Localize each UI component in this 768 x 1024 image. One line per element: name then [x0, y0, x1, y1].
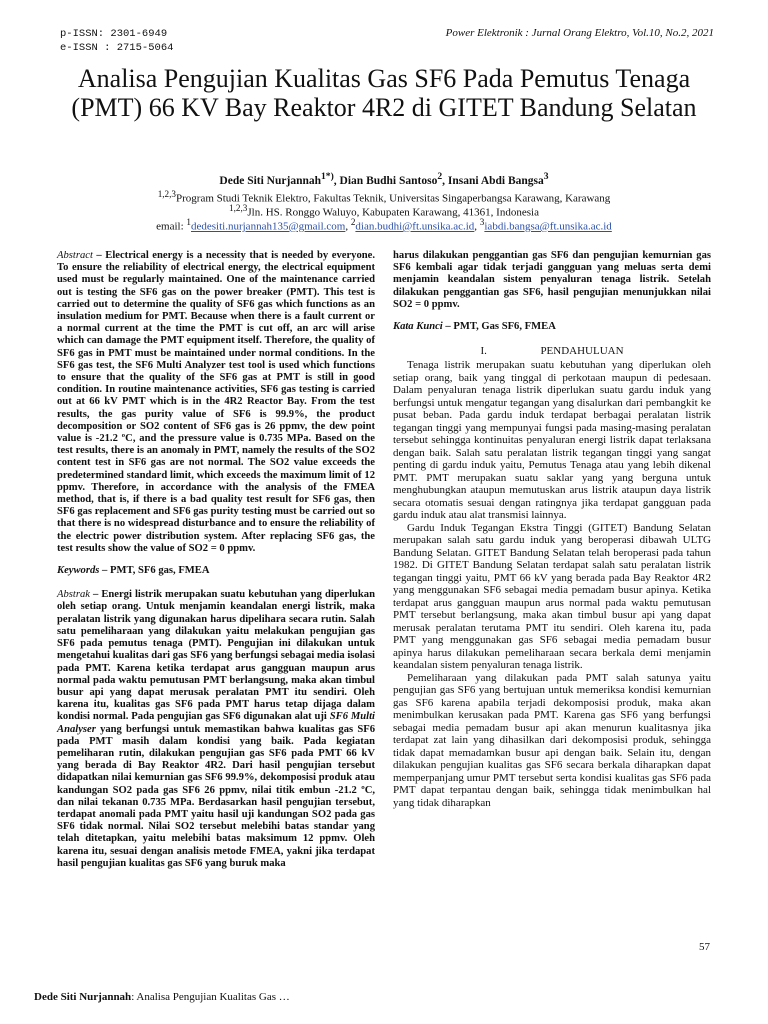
- running-footer: [34, 991, 290, 1003]
- left-column: [57, 250, 375, 870]
- email-sup: 2: [350, 217, 356, 227]
- abstract-label: Abstract: [57, 250, 93, 261]
- section-heading: [393, 345, 711, 357]
- electronic-issn: e-ISSN : 2715-5064: [60, 42, 174, 54]
- keywords-label: Keywords: [57, 565, 100, 577]
- author-name: Dian Budhi Santoso: [339, 174, 438, 187]
- abstract-text: – Electrical energy is a necessity that is needed by everyone. To ensure the reliability of electrical energy, the electrical equipment used must be regularly maintained. One of the maintenance carried out is testing the SF6 gas on the power breaker (PMT). This test is carried out to determine the quality of SF6 gas which functions as an insulation medium for PMT. Because when there is a fault current or a normal current at the time the PMT is cut off, an arc will arise which can damage the PMT equipment itself. Therefore, the quality of SF6 gas in PMT must be maintained under normal conditions. In the SF6 gas test, the SF6 Multi Analyzer test tool is used which functions to ensure that the quality of the SF6 gas at PMT is still in good condition. In routine maintenance activities, SF6 gas testing is carried out at 66 kV PMT which is in the 4R2 Reactor Bay. From the test results, the gas purity value of SF6 is 99.9%, the product decomposition or SO2 content of SF6 gas is 26 ppmv, the dew point value is -21.2 ºC, and the pressure value is 0.735 MPa. Based on the test results, there is an anomaly in PMT, namely the results of the SO2 content test in SF6 gas are not normal. The SO2 value exceeds the predetermined standard limit, which exceeds the maximum limit of 12 ppmv. Therefore, in accordance with the analysis of the FMEA method, that is, if there is a bad quality test result for SF6 gas, then SF6 gas replacement and SF6 gas purity testing must be carried out so that there is no widespread disturbance and to ensure the reliability of the electric power distribution system. After replacing SF6 gas, the test results show the value of SO2 = 0 ppmv.: [57, 250, 375, 554]
- abstrak-text-cont: yang berfungsi untuk memastikan bahwa kualitas gas SF6 pada PMT masih dalam kondisi yang baik. Pada kegiatan pemeliharan rutin, dilakukan pengujian gas SF6 pada PMT 66 kV yang berada di Bay Reaktor 4R2. Dari hasil pengujian tersebut didapatkan nilai kemurnian gas SF6 99.9%, dekomposisi produk atau kandungan SO2 pada gas SF6 26 ppmv, nilai titik embun -21.2 ºC, dan nilai tekanan 0.735 MPa. Berdasarkan hasil pengujian tersebut, terdapat anomali pada PMT yaitu hasil uji kandungan SO2 pada gas SF6 tidak normal. Nilai SO2 tersebut melebihi batas standar yang telah ditetapkan, yaitu melebihi batas maksimum 12 ppmv. Oleh karena itu, sesuai dengan analisis metode FMEA, yakni jika terdapat hasil pengujian kualitas gas SF6 yang buruk maka: [57, 723, 375, 869]
- page-number: 57: [699, 941, 710, 953]
- abstrak-continued: harus dilakukan penggantian gas SF6 dan pengujian kemurnian gas SF6 kembali agar tidak terjadi gangguan yang meluas serta demi menjamin keandalan sistem penyaluran tenaga listrik. Setelah dilakukan penggantian gas SF6, hasil pengujian menunjukkan nilai SO2 = 0 ppmv.: [393, 250, 711, 310]
- footer-title: : Analisa Pengujian Kualitas Gas …: [131, 991, 290, 1003]
- affiliation-sup: 1,2,3: [229, 203, 248, 213]
- section-number: I.: [480, 345, 487, 358]
- affiliation-text: Jln. HS. Ronggo Waluyo, Kabupaten Karawang, 41361, Indonesia: [247, 206, 539, 219]
- email-link[interactable]: dian.budhi@ft.unsika.ac.id: [355, 220, 475, 233]
- abstrak-italic-term: SF6 Multi Analyser: [57, 711, 375, 735]
- paper-title: Analisa Pengujian Kualitas Gas SF6 Pada Pemutus Tenaga (PMT) 66 KV Bay Reaktor 4R2 di GITET Bandung Selatan: [71, 64, 697, 122]
- affiliation-sup: 1,2,3: [157, 189, 176, 199]
- paragraph: Tenaga listrik merupakan suatu kebutuhan yang diperlukan oleh setiap orang, baik yang tinggal di perkotaan maupun di pedesaan. Dalam penyaluran tenaga listrik diperlukan suatu gardu induk yang berfungsi untuk mengatur tegangan yang disalurkan dari pembangkit ke pusat beban. Pada gardu induk terdapat berbagai peralatan listrik tegangan tinggi yang mempunyai fungsi pada masing-masing peralatan tersebut sehingga kontinuitas penyaluran energi listrik dapat terlaksana dengan baik. Salah satu peralatan listrik tegangan tinggi yang sangat penting di gardu induk yaitu, Pemutus Tenaga atau yang lebih dikenal PMT. PMT merupakan suatu saklar yang yang berguna untuk menghubungkan ataupun memutuskan arus listrik ataupun daya listrik secara otomatis sesuai dengan ratingnya jika terdapat gangguan pada gardu induk atau alat transmisi lainnya.: [393, 359, 711, 522]
- email-sep: ,: [345, 220, 351, 233]
- author-name: Insani Abdi Bangsa: [447, 174, 544, 187]
- abstract-english: [57, 250, 375, 555]
- keywords-text: – PMT, SF6 gas, FMEA: [99, 565, 210, 577]
- abstrak-label: Abstrak: [57, 589, 90, 601]
- paragraph: Gardu Induk Tegangan Ekstra Tinggi (GITET) Bandung Selatan merupakan salah satu gardu induk yang beroperasi dibawah ULTG Bandung Selatan. GITET Bandung Selatan telah beroperasi pada tahun 1982. Di GITET Bandung Selatan terdapat salah satu peralatan listrik tegangan tinggi yaitu, PMT 66 kV yang berada pada Bay Reaktor 4R2 yang menggunakan SF6 sebagai media pemadam busur apinya. Ketika terdapat arus gangguan maupun arus normal pada waktu pemutusan PMT tersebut berlangsung, maka akan timbul busur api yang dapat merusak peralatan terutama PMT itu sendiri. Oleh karena itu, pada PMT yang menggunakan gas SF6 sebagai media pemadam busur apinya harus dilakukan pemeliharaan secara berkala demi menjamin keandalan sistem penyaluran tenaga listrik.: [393, 521, 711, 672]
- email-sup: 3: [479, 217, 485, 227]
- print-issn: p-ISSN: 2301-6949: [60, 28, 168, 40]
- section-title: PENDAHULUAN: [540, 345, 624, 358]
- keywords-indonesian: [393, 321, 711, 333]
- email-link[interactable]: iabdi.bangsa@ft.unsika.ac.id: [484, 220, 612, 233]
- author-name: Dede Siti Nurjannah: [219, 174, 322, 187]
- author-sup: 3: [543, 171, 549, 182]
- email-line: [62, 214, 706, 235]
- kata-kunci-text: – PMT, Gas SF6, FMEA: [442, 321, 556, 333]
- author-sup: 2: [437, 171, 443, 182]
- kata-kunci-label: Kata Kunci: [393, 321, 443, 333]
- paragraph: Pemeliharaan yang dilakukan pada PMT salah satunya yaitu pengujian gas SF6 yang bertujuan untuk memeriksa kondisi kemurnian gas SF6 karena apabila terjadi dekomposisi produk, maka akan menimbulkan kerusakan pada PMT. Karena gas SF6 yang berfungsi sebagai media pemadam busur api akan menurun kualitasnya jika terdapat zat lain yang dihasilkan dari dekomposisi produk, sehingga tidak dapat memadamkan busur api dengan baik. Selain itu, dengan dilakukan pengujian kualitas gas SF6 secara berkala diharapkan dapat memperpanjang umur PMT tersebut serta kondisi kualitas gas SF6 pada PMT dapat terpantau dengan baik, sehingga tidak menimbulkan hal yang tidak diharapkan: [393, 671, 711, 809]
- footer-author: Dede Siti Nurjannah: [34, 991, 132, 1003]
- issn-block: [60, 27, 173, 55]
- abstrak-text: – Energi listrik merupakan suatu kebutuhan yang diperlukan oleh setiap orang. Untuk menjamin keandalan energi listrik, maka peralatan listrik yang digunakan harus dipelihara secara rutin. Salah satu pemeliharaan yang dilakukan yaitu melakukan pengujian gas SF6 pada pemutus tenaga (PMT). Pengujian ini dilakukan untuk mengetahui kualitas dari gas SF6 yang berfungsi sebagai media isolasi pada PMT. Karena ketika terdapat arus gangguan maupun arus normal pada waktu pemutusan PMT berlangsung, maka akan timbul busur api yang dapat merusak peralatan PMT itu sendiri. Oleh karena itu, kualitas gas SF6 pada PMT harus tetap dijaga dalam kondisi normal. Pada pengujian gas SF6 digunakan alat uji: [57, 589, 375, 723]
- journal-header: Power Elektronik : Jurnal Orang Elektro, Vol.10, No.2, 2021: [445, 27, 714, 39]
- author-sup: 1*): [321, 171, 334, 182]
- affiliation-text: Program Studi Teknik Elektro, Fakultas Teknik, Universitas Singaperbangsa Karawang, Karawang: [176, 192, 611, 205]
- author-list: [62, 171, 706, 187]
- email-label: email:: [156, 220, 187, 233]
- keywords-english: [57, 565, 375, 577]
- abstract-indonesian: [57, 589, 375, 870]
- email-link[interactable]: dedesiti.nurjannah135@gmail.com: [191, 220, 346, 233]
- email-sep: ,: [474, 220, 480, 233]
- right-column: [393, 250, 711, 809]
- email-sup: 1: [186, 217, 191, 227]
- author-sep: ,: [333, 174, 340, 187]
- author-sep: ,: [442, 174, 448, 187]
